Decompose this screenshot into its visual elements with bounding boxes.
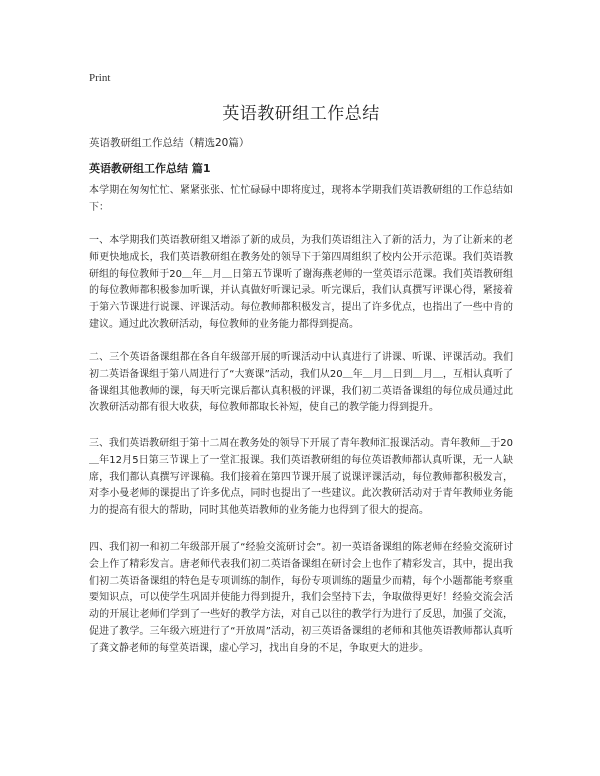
document-subtitle: 英语教研组工作总结（精选20篇）: [89, 137, 250, 149]
paragraph-3: 三、我们英语教研组于第十二周在教务处的领导下开展了青年教师汇报课活动。青年教师＿于20＿年12月5日第三节课上了一堂汇报课。我们英语教研组的每位英语教师都认真听课，无一人缺席，我们都认真撰写评课稿。我们接着在第四节课开展了说课评课活动，每位教师都积极发言，对李小曼老师的课提出了许多优点，同时也提出了一些建议。此次教研活动对于青年教师业务能力的提高有很大的帮助，同时其他英语教师的业务能力也得到了很大的提高。: [89, 438, 513, 517]
paragraph-4: 四、我们初一和初二年级部开展了“经验交流研讨会”。初一英语备课组的陈老师在经验交流研讨会上作了精彩发言。唐老师代表我们初二英语备课组在研讨会上也作了精彩发言，其中，提出我们初二英语备课组的特色是专项训练的制作，每份专项训练的题量少而精，每个小题都能考察重要知识点，可以使学生巩固并使能力得到提升，我们会坚持下去，争取做得更好！经验交流会活动的开展让老师们学到了一些好的教学方法，对自己以往的教学行为进行了反思，加强了交流，促进了教学。三年级六班进行了“开放周”活动，初三英语备课组的老师和其他英语教师都认真听了龚文静老师的每堂英语课，虚心学习，找出自身的不足，争取更大的进步。: [89, 542, 513, 654]
print-link[interactable]: Print: [89, 72, 111, 84]
paragraph-intro: 本学期在匆匆忙忙、紧紧张张、忙忙碌碌中即将度过，现将本学期我们英语教研组的工作总结如下：: [89, 185, 513, 213]
section-heading: 英语教研组工作总结 篇1: [89, 162, 211, 175]
document-title: 英语教研组工作总结: [222, 104, 380, 124]
paragraph-2: 二、三个英语备课组都在各自年级部开展的听课活动中认真进行了讲课、听课、评课活动。我们初二英语备课组于第八周进行了“大赛课”活动，我们从20＿年＿月＿日到＿月＿，互相认真听了备课组其他教师的课，每天听完课后都认真积极的评课，我们初二英语备课组的每位成员通过此次教研活动都有很大收获，每位教师都取长补短，使自己的教学能力得到提升。: [89, 352, 513, 414]
paragraph-1: 一、本学期我们英语教研组又增添了新的成员，为我们英语组注入了新的活力，为了让新来的老师更快地成长，我们英语教研组在教务处的领导下于第四周组织了校内公开示范课。我们英语教研组的每位教师于20＿年＿月＿日第五节课听了谢海燕老师的一堂英语示范课。我们英语教研组的每位教师都积极参加听课，并认真做好听课记录。听完课后，我们认真撰写评课心得，紧接着于第六节课进行说课、评课活动。每位教师都积极发言，提出了许多优点，也指出了一些中肯的建议。通过此次教研活动，每位教师的业务能力都得到提高。: [89, 235, 513, 330]
